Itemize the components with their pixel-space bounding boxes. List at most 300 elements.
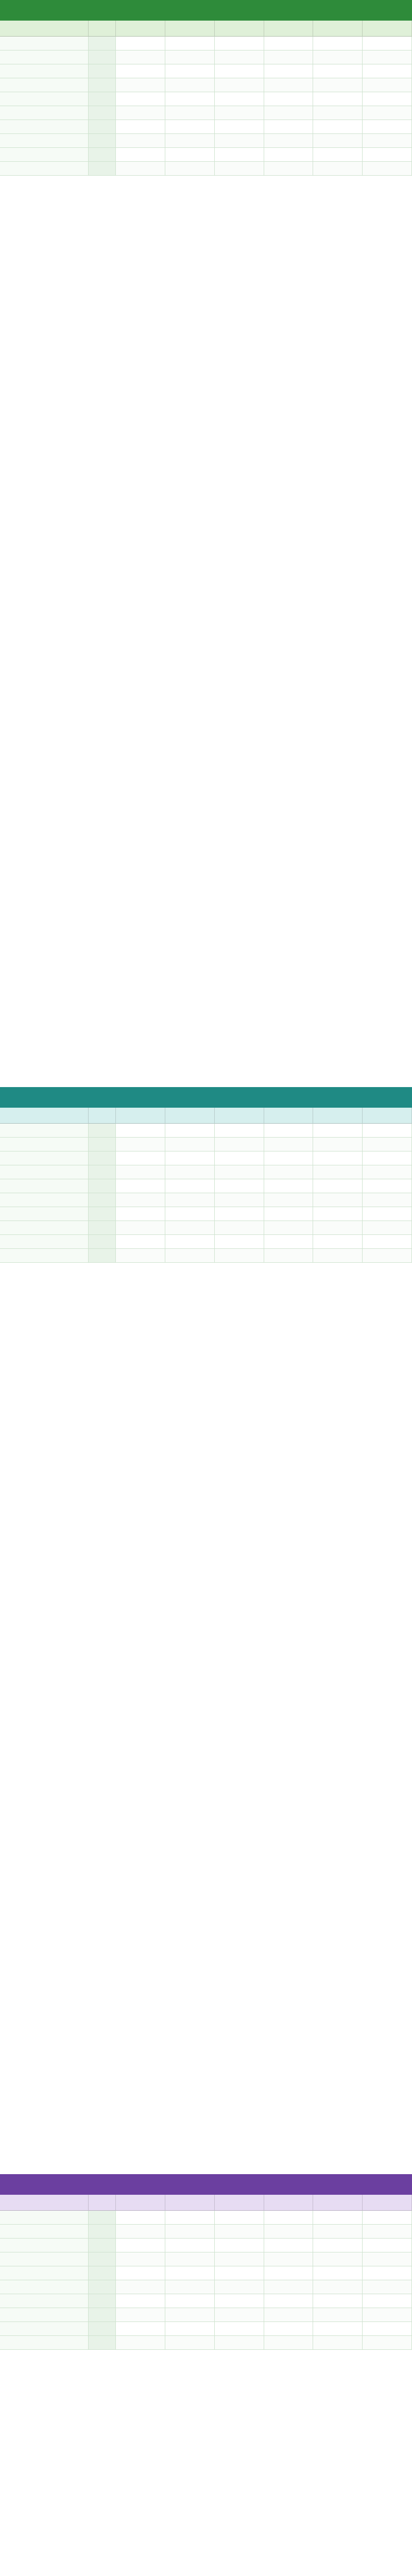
doctor-cell [363, 148, 412, 162]
doctor-cell [363, 78, 412, 92]
doctor-cell [313, 37, 363, 50]
header-date-3 [215, 1108, 264, 1124]
doctor-cell [165, 2266, 215, 2280]
department-cell [0, 37, 89, 50]
doctor-cell [165, 1235, 215, 1249]
doctor-cell [215, 2322, 264, 2336]
doctor-cell [165, 134, 215, 148]
doctor-cell [363, 1138, 412, 1151]
schedule-rows [0, 2211, 412, 2350]
period-cell [89, 1193, 116, 1207]
doctor-cell [363, 162, 412, 176]
department-cell [0, 2225, 89, 2239]
doctor-cell [313, 148, 363, 162]
period-cell [89, 134, 116, 148]
table-row [0, 1249, 412, 1263]
doctor-cell [116, 148, 165, 162]
doctor-cell [215, 162, 264, 176]
table-row [0, 2336, 412, 2350]
period-cell [89, 78, 116, 92]
department-cell [0, 1124, 89, 1138]
doctor-cell [313, 1138, 363, 1151]
doctor-cell [313, 50, 363, 64]
table-row [0, 92, 412, 106]
period-cell [89, 1249, 116, 1263]
department-cell [0, 2266, 89, 2280]
doctor-cell [215, 2252, 264, 2266]
doctor-cell [363, 1249, 412, 1263]
period-cell [89, 2280, 116, 2294]
doctor-cell [215, 2266, 264, 2280]
table-row [0, 148, 412, 162]
period-cell [89, 2211, 116, 2225]
table-header [0, 2195, 412, 2211]
doctor-cell [215, 1179, 264, 1193]
department-cell [0, 1193, 89, 1207]
schedule-rows [0, 37, 412, 176]
doctor-cell [363, 2225, 412, 2239]
department-cell [0, 134, 89, 148]
department-cell [0, 2294, 89, 2308]
period-cell [89, 1179, 116, 1193]
doctor-cell [363, 2266, 412, 2280]
doctor-cell [363, 1179, 412, 1193]
table-row [0, 106, 412, 120]
doctor-cell [116, 1193, 165, 1207]
period-cell [89, 2239, 116, 2252]
period-cell [89, 2294, 116, 2308]
doctor-cell [215, 148, 264, 162]
table-row [0, 1221, 412, 1235]
department-cell [0, 1249, 89, 1263]
doctor-cell [264, 1207, 314, 1221]
period-cell [89, 106, 116, 120]
doctor-cell [165, 92, 215, 106]
department-cell [0, 1221, 89, 1235]
doctor-cell [363, 106, 412, 120]
header-date-1 [116, 21, 165, 37]
period-cell [89, 148, 116, 162]
department-cell [0, 1165, 89, 1179]
doctor-cell [215, 1124, 264, 1138]
doctor-cell [116, 50, 165, 64]
doctor-cell [313, 2239, 363, 2252]
doctor-cell [264, 106, 314, 120]
doctor-cell [165, 2252, 215, 2266]
header-date-2 [165, 1108, 215, 1124]
department-cell [0, 2336, 89, 2350]
department-cell [0, 148, 89, 162]
doctor-cell [264, 37, 314, 50]
table-row [0, 1179, 412, 1193]
header-date-1 [116, 1108, 165, 1124]
doctor-cell [363, 92, 412, 106]
doctor-cell [116, 1124, 165, 1138]
doctor-cell [264, 2336, 314, 2350]
section-title-banner [0, 1087, 412, 1108]
period-cell [89, 1124, 116, 1138]
doctor-cell [165, 148, 215, 162]
doctor-cell [165, 1207, 215, 1221]
table-row [0, 1124, 412, 1138]
period-cell [89, 1138, 116, 1151]
doctor-cell [116, 2211, 165, 2225]
period-cell [89, 2308, 116, 2322]
doctor-cell [363, 1151, 412, 1165]
department-cell [0, 1207, 89, 1221]
table-row [0, 50, 412, 64]
doctor-cell [264, 50, 314, 64]
doctor-cell [116, 106, 165, 120]
header-date-4 [264, 2195, 314, 2211]
doctor-cell [363, 2308, 412, 2322]
period-cell [89, 2322, 116, 2336]
doctor-cell [264, 134, 314, 148]
department-cell [0, 64, 89, 78]
doctor-cell [215, 1235, 264, 1249]
table-row [0, 2308, 412, 2322]
doctor-cell [116, 2280, 165, 2294]
department-cell [0, 120, 89, 134]
doctor-cell [116, 2294, 165, 2308]
doctor-cell [264, 1179, 314, 1193]
doctor-cell [363, 50, 412, 64]
table-row [0, 2225, 412, 2239]
doctor-cell [165, 1249, 215, 1263]
table-header [0, 21, 412, 37]
doctor-cell [313, 1249, 363, 1263]
table-row [0, 162, 412, 176]
doctor-cell [313, 2294, 363, 2308]
header-date-5 [313, 21, 363, 37]
doctor-cell [116, 2266, 165, 2280]
header-date-2 [165, 21, 215, 37]
doctor-cell [264, 2211, 314, 2225]
table-row [0, 1165, 412, 1179]
doctor-cell [215, 2294, 264, 2308]
header-date-6 [363, 2195, 412, 2211]
doctor-cell [116, 1249, 165, 1263]
doctor-cell [313, 120, 363, 134]
doctor-cell [264, 120, 314, 134]
header-date-1 [116, 2195, 165, 2211]
doctor-cell [313, 1207, 363, 1221]
doctor-cell [165, 2322, 215, 2336]
doctor-cell [215, 1207, 264, 1221]
doctor-cell [264, 2266, 314, 2280]
doctor-cell [313, 1165, 363, 1179]
table-row [0, 1151, 412, 1165]
doctor-cell [313, 1179, 363, 1193]
period-cell [89, 1151, 116, 1165]
doctor-cell [116, 2225, 165, 2239]
doctor-cell [313, 92, 363, 106]
period-cell [89, 64, 116, 78]
table-row [0, 37, 412, 50]
doctor-cell [165, 162, 215, 176]
doctor-cell [116, 1165, 165, 1179]
department-cell [0, 1235, 89, 1249]
doctor-cell [116, 1179, 165, 1193]
doctor-cell [215, 64, 264, 78]
doctor-cell [116, 1221, 165, 1235]
section-title-banner [0, 0, 412, 21]
doctor-cell [165, 1124, 215, 1138]
table-row [0, 2252, 412, 2266]
period-cell [89, 2266, 116, 2280]
doctor-cell [116, 120, 165, 134]
section-title-banner [0, 2174, 412, 2195]
period-cell [89, 2336, 116, 2350]
table-row [0, 1207, 412, 1221]
doctor-cell [215, 1138, 264, 1151]
doctor-cell [264, 78, 314, 92]
header-date-6 [363, 21, 412, 37]
table-row [0, 2266, 412, 2280]
department-cell [0, 2239, 89, 2252]
doctor-cell [264, 92, 314, 106]
doctor-cell [215, 50, 264, 64]
table-row [0, 2294, 412, 2308]
period-cell [89, 1207, 116, 1221]
period-cell [89, 37, 116, 50]
doctor-cell [215, 1151, 264, 1165]
period-cell [89, 50, 116, 64]
header-date-3 [215, 2195, 264, 2211]
doctor-cell [313, 2336, 363, 2350]
table-row [0, 120, 412, 134]
doctor-cell [264, 1235, 314, 1249]
period-cell [89, 1221, 116, 1235]
department-cell [0, 2211, 89, 2225]
table-row [0, 134, 412, 148]
doctor-cell [313, 162, 363, 176]
period-cell [89, 2252, 116, 2266]
doctor-cell [165, 120, 215, 134]
doctor-cell [363, 1235, 412, 1249]
doctor-cell [215, 1193, 264, 1207]
doctor-cell [116, 2308, 165, 2322]
header-period [89, 21, 116, 37]
doctor-cell [264, 1249, 314, 1263]
header-period [89, 2195, 116, 2211]
doctor-cell [165, 2336, 215, 2350]
department-cell [0, 1179, 89, 1193]
doctor-cell [313, 2322, 363, 2336]
doctor-cell [363, 1207, 412, 1221]
doctor-cell [264, 2294, 314, 2308]
department-cell [0, 106, 89, 120]
doctor-cell [264, 2252, 314, 2266]
doctor-cell [165, 106, 215, 120]
doctor-cell [165, 2308, 215, 2322]
doctor-cell [313, 2266, 363, 2280]
period-cell [89, 1165, 116, 1179]
header-department [0, 2195, 89, 2211]
doctor-cell [116, 64, 165, 78]
doctor-cell [264, 148, 314, 162]
doctor-cell [165, 78, 215, 92]
period-cell [89, 162, 116, 176]
header-department [0, 21, 89, 37]
doctor-cell [313, 1193, 363, 1207]
doctor-cell [264, 2225, 314, 2239]
header-date-4 [264, 21, 314, 37]
doctor-cell [165, 2225, 215, 2239]
department-cell [0, 2308, 89, 2322]
table-row [0, 2322, 412, 2336]
doctor-cell [215, 2225, 264, 2239]
doctor-cell [264, 1124, 314, 1138]
campus-section-2 [0, 1087, 412, 1263]
doctor-cell [363, 2239, 412, 2252]
doctor-cell [165, 1179, 215, 1193]
header-date-5 [313, 2195, 363, 2211]
doctor-cell [363, 2211, 412, 2225]
header-date-4 [264, 1108, 314, 1124]
doctor-cell [313, 1235, 363, 1249]
doctor-cell [363, 1165, 412, 1179]
department-cell [0, 2280, 89, 2294]
doctor-cell [116, 1151, 165, 1165]
doctor-cell [116, 2322, 165, 2336]
doctor-cell [363, 2322, 412, 2336]
doctor-cell [313, 2252, 363, 2266]
table-row [0, 1193, 412, 1207]
doctor-cell [215, 1165, 264, 1179]
period-cell [89, 2225, 116, 2239]
table-row [0, 2239, 412, 2252]
doctor-cell [313, 78, 363, 92]
doctor-cell [215, 120, 264, 134]
doctor-cell [215, 2211, 264, 2225]
doctor-cell [264, 2239, 314, 2252]
doctor-cell [363, 2336, 412, 2350]
doctor-cell [215, 92, 264, 106]
doctor-cell [363, 1193, 412, 1207]
doctor-cell [165, 2280, 215, 2294]
doctor-cell [116, 1207, 165, 1221]
doctor-cell [313, 106, 363, 120]
period-cell [89, 92, 116, 106]
doctor-cell [165, 50, 215, 64]
doctor-cell [313, 2211, 363, 2225]
doctor-cell [215, 1249, 264, 1263]
doctor-cell [264, 1151, 314, 1165]
doctor-cell [264, 162, 314, 176]
doctor-cell [313, 2308, 363, 2322]
department-cell [0, 78, 89, 92]
table-row [0, 2280, 412, 2294]
doctor-cell [116, 2239, 165, 2252]
doctor-cell [215, 134, 264, 148]
department-cell [0, 1138, 89, 1151]
doctor-cell [116, 162, 165, 176]
doctor-cell [215, 2336, 264, 2350]
doctor-cell [165, 2239, 215, 2252]
doctor-cell [363, 64, 412, 78]
department-cell [0, 162, 89, 176]
doctor-cell [264, 1165, 314, 1179]
table-row [0, 78, 412, 92]
doctor-cell [363, 2252, 412, 2266]
table-row [0, 64, 412, 78]
doctor-cell [264, 1138, 314, 1151]
table-row [0, 2211, 412, 2225]
doctor-cell [363, 134, 412, 148]
doctor-cell [215, 37, 264, 50]
doctor-cell [116, 1235, 165, 1249]
table-row [0, 1138, 412, 1151]
header-date-2 [165, 2195, 215, 2211]
doctor-cell [116, 2336, 165, 2350]
doctor-cell [165, 64, 215, 78]
doctor-cell [313, 1124, 363, 1138]
header-date-3 [215, 21, 264, 37]
doctor-cell [215, 1221, 264, 1235]
campus-section-3 [0, 2174, 412, 2350]
doctor-cell [313, 64, 363, 78]
doctor-cell [215, 78, 264, 92]
table-row [0, 1235, 412, 1249]
doctor-cell [215, 2280, 264, 2294]
header-date-6 [363, 1108, 412, 1124]
department-cell [0, 50, 89, 64]
doctor-cell [116, 78, 165, 92]
doctor-cell [313, 2225, 363, 2239]
doctor-cell [313, 2280, 363, 2294]
doctor-cell [116, 134, 165, 148]
period-cell [89, 120, 116, 134]
schedule-rows [0, 1124, 412, 1263]
doctor-cell [165, 1193, 215, 1207]
doctor-cell [264, 2322, 314, 2336]
period-cell [89, 1235, 116, 1249]
header-period [89, 1108, 116, 1124]
doctor-cell [363, 120, 412, 134]
department-cell [0, 1151, 89, 1165]
doctor-cell [363, 37, 412, 50]
doctor-cell [264, 64, 314, 78]
doctor-cell [165, 37, 215, 50]
doctor-cell [165, 1221, 215, 1235]
doctor-cell [363, 1124, 412, 1138]
doctor-cell [313, 1221, 363, 1235]
department-cell [0, 2252, 89, 2266]
doctor-cell [165, 2294, 215, 2308]
doctor-cell [264, 1193, 314, 1207]
doctor-cell [116, 92, 165, 106]
doctor-cell [215, 2239, 264, 2252]
department-cell [0, 92, 89, 106]
table-header [0, 1108, 412, 1124]
doctor-cell [165, 2211, 215, 2225]
doctor-cell [313, 1151, 363, 1165]
header-date-5 [313, 1108, 363, 1124]
doctor-cell [116, 37, 165, 50]
doctor-cell [165, 1165, 215, 1179]
doctor-cell [116, 1138, 165, 1151]
doctor-cell [215, 106, 264, 120]
doctor-cell [165, 1151, 215, 1165]
doctor-cell [264, 2308, 314, 2322]
doctor-cell [264, 1221, 314, 1235]
doctor-cell [215, 2308, 264, 2322]
doctor-cell [363, 2280, 412, 2294]
doctor-cell [264, 2280, 314, 2294]
doctor-cell [313, 134, 363, 148]
department-cell [0, 2322, 89, 2336]
